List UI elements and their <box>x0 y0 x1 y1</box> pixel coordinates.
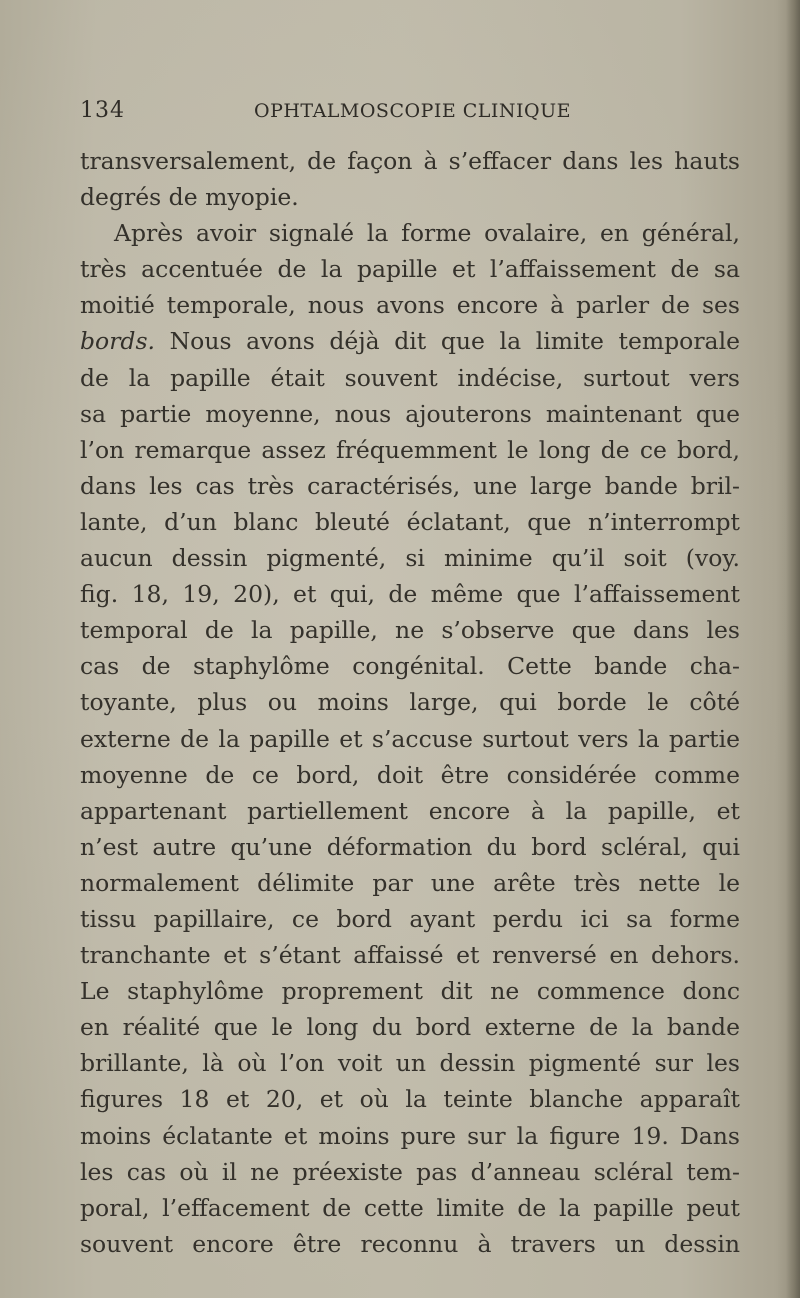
text-line: appartenant partiellement encore à la papille, et <box>80 796 740 825</box>
running-title: OPHTALMOSCOPIE CLINIQUE <box>254 100 572 122</box>
text-line: très accentuée de la papille et l’affaissement de sa <box>80 255 740 284</box>
italic-term: bords. <box>80 327 155 356</box>
text-line: normalement délimite par une arête très nette le <box>80 868 740 897</box>
page-edge-shadow <box>786 0 800 1298</box>
text-line: moins éclatante et moins pure sur la figure 19. Dans <box>80 1121 740 1150</box>
text-line: poral, l’effacement de cette limite de la papille peut <box>80 1193 740 1222</box>
text-line: figures 18 et 20, et où la teinte blanche apparaît <box>80 1085 740 1114</box>
text-line: moyenne de ce bord, doit être considérée comme <box>80 760 740 789</box>
text-line: lante, d’un blanc bleuté éclatant, que n’interrompt <box>80 507 740 536</box>
text-line: aucun dessin pigmenté, si minime qu’il soit (voy. <box>80 544 740 573</box>
text-line: externe de la papille et s’accuse surtout vers la partie <box>80 724 740 753</box>
text-line: dans les cas très caractérisés, une large bande bril- <box>80 471 740 500</box>
paragraph-first-line: Après avoir signalé la forme ovalaire, en général, <box>114 219 740 248</box>
text-line: tissu papillaire, ce bord ayant perdu ici sa forme <box>80 904 740 933</box>
text-line: tranchante et s’étant affaissé et renversé en dehors. <box>80 941 740 970</box>
text-line: l’on remarque assez fréquemment le long de ce bord, <box>80 435 740 464</box>
text-line: brillante, là où l’on voit un dessin pigmenté sur les <box>80 1049 740 1078</box>
text-line <box>80 323 740 359</box>
text-line: toyante, plus ou moins large, qui borde le côté <box>80 688 740 717</box>
body-text <box>80 143 740 1262</box>
text-line: de la papille était souvent indécise, surtout vers <box>80 363 740 392</box>
text-line: fig. 18, 19, 20), et qui, de même que l’affaissement <box>80 580 740 609</box>
text-line: cas de staphylôme congénital. Cette bande cha- <box>80 652 740 681</box>
text-line: sa partie moyenne, nous ajouterons maintenant que <box>80 399 740 428</box>
text-line: en réalité que le long du bord externe de la bande <box>80 1013 740 1042</box>
text-run: Nous avons déjà dit que la limite temporale <box>155 327 740 356</box>
text-line: moitié temporale, nous avons encore à parler de ses <box>80 291 740 320</box>
text-line: Le staphylôme proprement dit ne commence donc <box>80 977 740 1006</box>
page-number: 134 <box>80 98 125 123</box>
text-line: temporal de la papille, ne s’observe que dans les <box>80 616 740 645</box>
text-line: n’est autre qu’une déformation du bord scléral, qui <box>80 832 740 861</box>
text-line: degrés de myopie. <box>80 183 299 212</box>
text-line: souvent encore être reconnu à travers un dessin <box>80 1229 740 1258</box>
page-header <box>80 98 740 130</box>
text-line: les cas où il ne préexiste pas d’anneau scléral tem- <box>80 1157 740 1186</box>
text-line: transversalement, de façon à s’effacer dans les hauts <box>80 147 740 175</box>
